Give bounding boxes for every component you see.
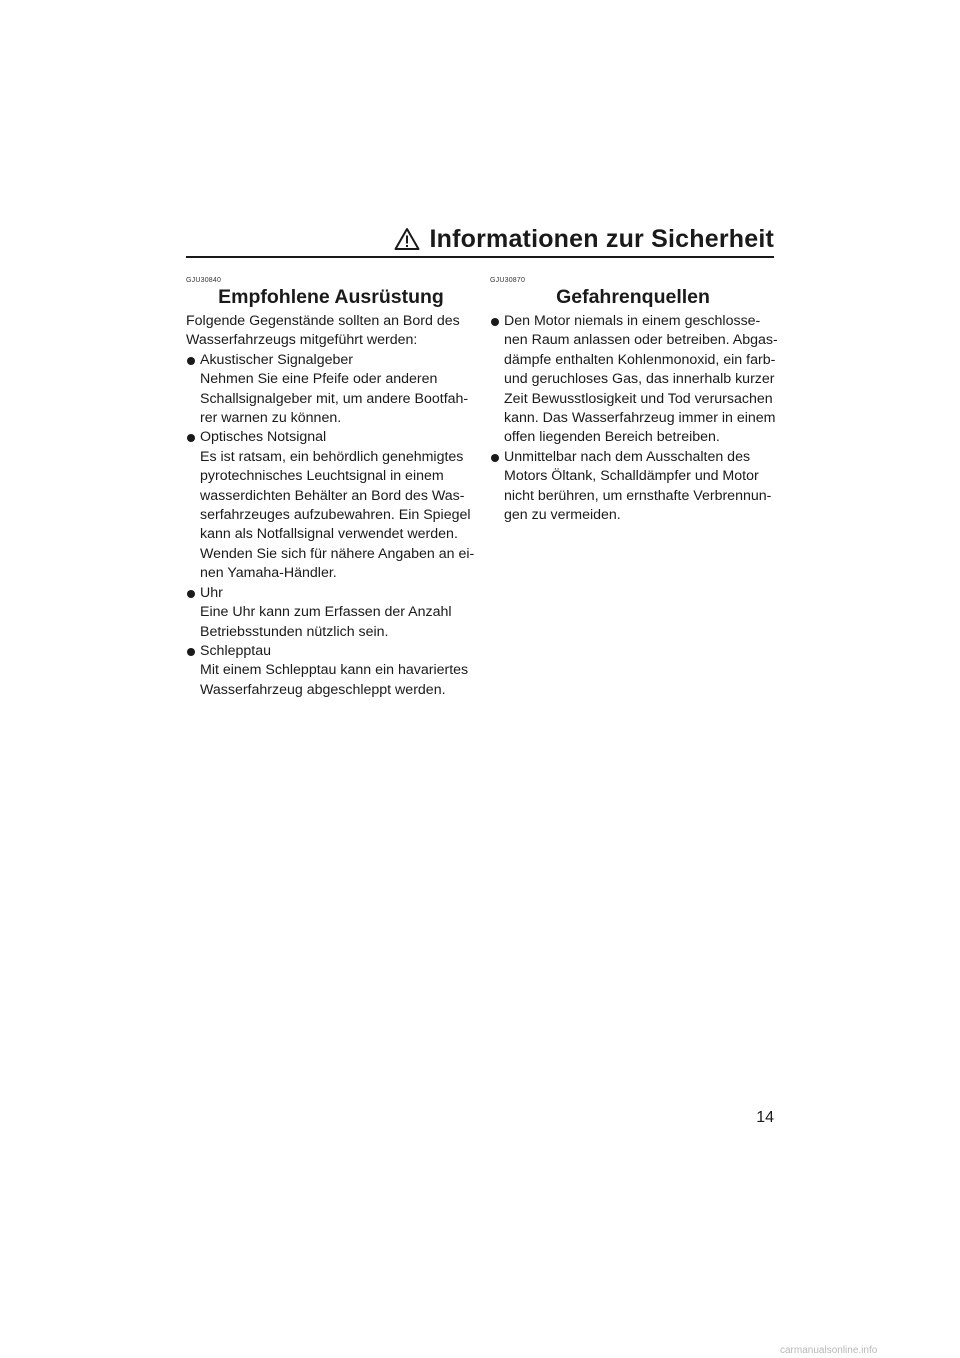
bullet-icon xyxy=(187,434,195,442)
list-item xyxy=(186,642,476,700)
text-line: Es ist ratsam, ein behördlich genehmigtes xyxy=(200,448,464,465)
text-line: Schallsignalgeber mit, um andere Bootfah- xyxy=(200,390,469,407)
text-line: kann. Das Wasserfahrzeug immer in einem xyxy=(504,410,776,427)
text-line: Wasserfahrzeugs mitgeführt werden: xyxy=(186,332,418,349)
page-number: 14 xyxy=(756,1109,774,1126)
text-line: wasserdichten Behälter an Bord des Was- xyxy=(200,487,465,504)
left-column xyxy=(186,277,476,700)
bullet-icon xyxy=(187,590,195,598)
list-item xyxy=(186,428,476,583)
bullet-icon xyxy=(491,454,499,462)
text-line: Wasserfahrzeug abgeschleppt werden. xyxy=(200,681,446,698)
text-line: Mit einem Schlepptau kann ein havariertes xyxy=(200,662,469,679)
text-line: nicht berühren, um ernsthafte Verbrennun- xyxy=(504,487,772,504)
list-item xyxy=(490,448,776,526)
text-line: Motors Öltank, Schalldämpfer und Motor xyxy=(504,468,759,485)
text-line: serfahrzeuges aufzubewahren. Ein Spiegel xyxy=(200,507,471,524)
text-line: rer warnen zu können. xyxy=(200,410,342,427)
text-line: offen liegenden Bereich betreiben. xyxy=(504,429,720,446)
text-line: nen Raum anlassen oder betreiben. Abgas- xyxy=(504,332,778,349)
text-line: dämpfe enthalten Kohlenmonoxid, ein farb- xyxy=(504,351,776,368)
text-line: nen Yamaha-Händler. xyxy=(200,565,337,582)
bullet-icon xyxy=(187,648,195,656)
item-title: Schlepptau xyxy=(200,642,271,659)
item-title: Akustischer Signalgeber xyxy=(200,351,353,368)
text-line: gen zu vermeiden. xyxy=(504,507,621,524)
header-rule xyxy=(186,256,774,258)
text-line: Den Motor niemals in einem geschlosse- xyxy=(504,313,761,329)
item-title: Optisches Notsignal xyxy=(200,429,327,446)
watermark: carmanualsonline.info xyxy=(780,1345,878,1356)
intro-paragraph xyxy=(186,312,476,351)
section-heading: Empfohlene Ausrüstung xyxy=(218,286,444,308)
bullet-icon xyxy=(187,357,195,365)
list-item xyxy=(490,312,776,448)
page-header xyxy=(186,222,774,254)
text-line: Eine Uhr kann zum Erfassen der Anzahl xyxy=(200,604,452,621)
bullet-icon xyxy=(491,318,499,326)
section-code: GJU30870 xyxy=(490,277,526,284)
text-line: und geruchloses Gas, das innerhalb kurzer xyxy=(504,371,775,388)
item-title: Uhr xyxy=(200,584,223,601)
list-item xyxy=(186,584,476,642)
text-line: pyrotechnisches Leuchtsignal in einem xyxy=(200,468,444,485)
text-line: kann als Notfallsignal verwendet werden. xyxy=(200,526,458,543)
list-item xyxy=(186,351,476,429)
text-line: Nehmen Sie eine Pfeife oder anderen xyxy=(200,371,438,388)
text-line: Zeit Bewusstlosigkeit und Tod verursachen xyxy=(504,390,773,407)
warning-triangle-icon xyxy=(394,227,420,251)
text-line: Wenden Sie sich für nähere Angaben an ei- xyxy=(200,545,475,562)
text-line: Unmittelbar nach dem Ausschalten des xyxy=(504,448,751,465)
section-heading: Gefahrenquellen xyxy=(556,286,710,308)
text-line: Folgende Gegenstände sollten an Bord des xyxy=(186,313,460,329)
right-column xyxy=(490,277,776,525)
section-code: GJU30840 xyxy=(186,277,222,284)
page-title: Informationen zur Sicherheit xyxy=(429,225,774,253)
text-line: Betriebsstunden nützlich sein. xyxy=(200,623,389,640)
